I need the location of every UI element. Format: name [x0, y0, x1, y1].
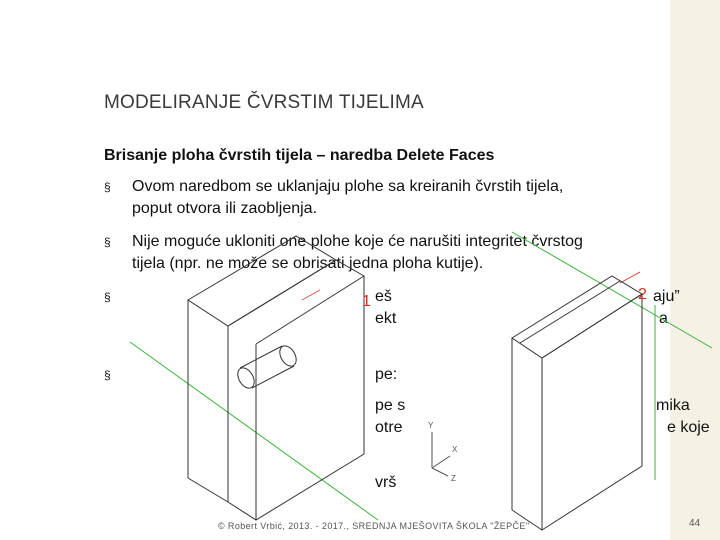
page-number: 44	[689, 518, 701, 529]
text-fragment: mika	[656, 397, 690, 414]
text-fragment: vrš	[375, 474, 397, 491]
text-fragment: ekt	[375, 310, 397, 327]
footer-copyright: © Robert Vrbić, 2013. - 2017., SREDNJA MJEŠOVITA ŠKOLA "ŽEPČE"	[218, 521, 530, 531]
marker-1: 1	[362, 293, 371, 310]
text-fragment: aju”	[653, 288, 680, 305]
text-fragment: eš	[375, 288, 392, 305]
text-fragment: e koje	[667, 419, 710, 436]
axis-label-z: Z	[451, 474, 456, 483]
bullet-1-line-1: Ovom naredbom se uklanjaju plohe sa kreiranih čvrstih tijela,	[132, 178, 564, 195]
green-axis-right	[512, 232, 712, 348]
bullet-2-line-2: tijela (npr. ne može se obrisati jedna ploha kutije).	[132, 255, 484, 272]
red-axis-left	[302, 290, 320, 300]
text-fragment: pe s	[375, 397, 406, 414]
red-axis-right	[620, 272, 640, 283]
bullet-1-line-2: poput otvora ili zaobljenja.	[132, 200, 318, 217]
bullet-mark: §	[104, 235, 111, 249]
axis-label-y: Y	[428, 421, 434, 430]
bullet-mark: §	[104, 368, 111, 382]
axis-label-x: X	[452, 445, 458, 454]
bullet-2-line-1: Nije moguće ukloniti one plohe koje će narušiti integritet čvrstog	[132, 233, 583, 250]
right-box-solid	[512, 276, 642, 530]
text-fragment: a	[659, 310, 668, 327]
ucs-icon	[432, 432, 450, 476]
green-axis-left	[130, 342, 378, 520]
bullet-mark: §	[104, 180, 111, 194]
left-box-with-hole	[188, 236, 364, 520]
marker-2: 2	[638, 286, 647, 303]
slide-subtitle: Brisanje ploha čvrstih tijela – naredba Delete Faces	[104, 147, 495, 164]
text-fragment: pe:	[375, 366, 398, 383]
slide-title: MODELIRANJE ČVRSTIM TIJELIMA	[104, 92, 424, 113]
bullet-mark: §	[104, 290, 111, 304]
text-fragment: otre	[375, 419, 403, 436]
